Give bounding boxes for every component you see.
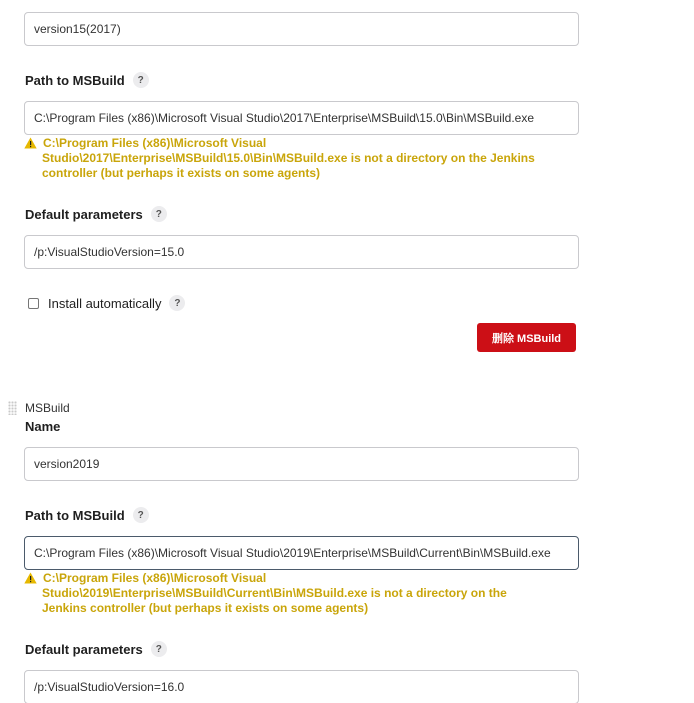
path-input-2[interactable]: C:\Program Files (x86)\Microsoft Visual Studio\2019\Enterprise\MSBuild\Current\Bin\MSBuild.exe bbox=[24, 536, 579, 570]
path-label-text-1: Path to MSBuild bbox=[25, 72, 125, 88]
name-input-1[interactable]: version15(2017) bbox=[24, 12, 579, 46]
warning-line: C:\Program Files (x86)\Microsoft Visual bbox=[43, 136, 267, 150]
default-params-input-1[interactable]: /p:VisualStudioVersion=15.0 bbox=[24, 235, 579, 269]
install-automatically-row bbox=[28, 295, 185, 311]
install-automatically-label[interactable]: Install automatically bbox=[48, 295, 162, 311]
help-icon[interactable]: ? bbox=[133, 507, 149, 523]
name-label-2 bbox=[25, 419, 60, 434]
name-input-2[interactable]: version2019 bbox=[24, 447, 579, 481]
path-input-1[interactable]: C:\Program Files (x86)\Microsoft Visual Studio\2017\Enterprise\MSBuild\15.0\Bin\MSBuild.exe bbox=[24, 101, 579, 135]
default-params-label-text-2: Default parameters bbox=[25, 641, 143, 657]
default-params-label-1 bbox=[25, 206, 167, 222]
delete-msbuild-button[interactable]: 删除 MSBuild bbox=[477, 323, 576, 352]
warning-line: C:\Program Files (x86)\Microsoft Visual bbox=[43, 571, 267, 585]
warning-line: Studio\2017\Enterprise\MSBuild\15.0\Bin\MSBuild.exe is not a directory on the Jenkins bbox=[42, 151, 535, 165]
name-label-text-2: Name bbox=[25, 419, 61, 434]
default-params-label-2 bbox=[25, 641, 167, 657]
path-warning-1 bbox=[24, 136, 564, 181]
help-icon[interactable]: ? bbox=[151, 206, 167, 222]
path-label-1 bbox=[25, 72, 149, 88]
path-warning-2 bbox=[24, 571, 564, 616]
drag-handle-icon[interactable] bbox=[8, 401, 17, 415]
help-icon[interactable]: ? bbox=[151, 641, 167, 657]
warning-triangle-icon bbox=[24, 137, 37, 149]
warning-triangle-icon bbox=[24, 572, 37, 584]
section-title: MSBuild bbox=[25, 401, 70, 415]
warning-line: controller (but perhaps it exists on some agents) bbox=[42, 166, 321, 180]
help-icon[interactable]: ? bbox=[133, 72, 149, 88]
path-label-text-2: Path to MSBuild bbox=[25, 507, 125, 523]
install-automatically-checkbox[interactable] bbox=[28, 298, 39, 309]
path-label-2 bbox=[25, 507, 149, 523]
default-params-input-2[interactable]: /p:VisualStudioVersion=16.0 bbox=[24, 670, 579, 703]
warning-line: Jenkins controller (but perhaps it exists on some agents) bbox=[42, 601, 369, 615]
help-icon[interactable]: ? bbox=[169, 295, 185, 311]
warning-line: Studio\2019\Enterprise\MSBuild\Current\Bin\MSBuild.exe is not a directory on the bbox=[42, 586, 507, 600]
default-params-label-text-1: Default parameters bbox=[25, 206, 143, 222]
